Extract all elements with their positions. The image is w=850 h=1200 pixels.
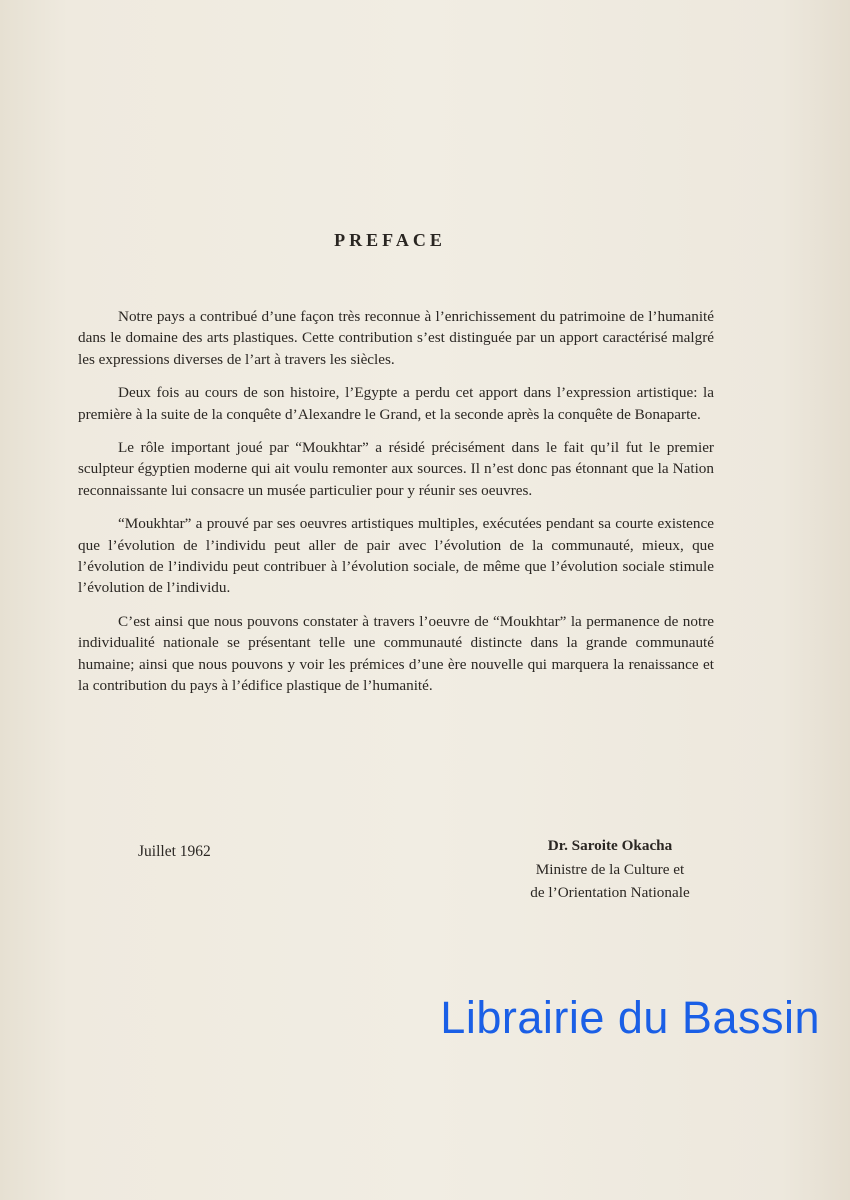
signatory-title-line-2: de l’Orientation Nationale	[530, 884, 690, 901]
preface-body	[78, 306, 714, 709]
signatory-title-line-1: Ministre de la Culture et	[535, 860, 685, 878]
paragraph-3: Le rôle important joué par “Moukhtar” a résidé précisément dans le fait qu’il fut le premier sculpteur égyptien moderne qui ait voulu remonter aux sources. Il n’est donc pas étonnant que la Nation reconnaissante lui consacre un musée particulier pour y réunir ses oeuvres.	[78, 439, 714, 499]
date-line: Juillet 1962	[138, 843, 211, 860]
paragraph-4: “Moukhtar” a prouvé par ses oeuvres artistiques multiples, exécutées pendant sa courte existence que l’évolution de l’individu peut aller de pair avec l’évolution de la communauté, mieux, que l’évolution de l’individu peut contribuer à l’évolution sociale, de même que l’évolution sociale stimule l’évolution de l’individu.	[78, 515, 714, 597]
paragraph-2: Deux fois au cours de son histoire, l’Egypte a perdu cet apport dans l’expression artistique: la première à la suite de la conquête d’Alexandre le Grand, et la seconde après la conquête de Bonaparte.	[78, 384, 714, 423]
watermark: Librairie du Bassin	[440, 992, 820, 1043]
signatory-name: Dr. Saroite Okacha	[547, 837, 673, 854]
signature-block	[490, 834, 730, 905]
page-title: PREFACE	[334, 230, 446, 250]
paragraph-1: Notre pays a contribué d’une façon très reconnue à l’enrichissement du patrimoine de l’humanité dans le domaine des arts plastiques. Cette contribution s’est distinguée par un apport caractérisé malgré les expressions diverses de l’art à travers les siècles.	[78, 308, 714, 368]
paragraph-5: C’est ainsi que nous pouvons constater à travers l’oeuvre de “Moukhtar” la permanence de notre individualité nationale se présentant telle une communauté distincte dans la grande communauté humaine; ainsi que nous pouvons y voir les prémices d’une ère nouvelle qui marquera la renaissance et la contribution du pays à l’édifice plastique de l’humanité.	[78, 612, 714, 695]
